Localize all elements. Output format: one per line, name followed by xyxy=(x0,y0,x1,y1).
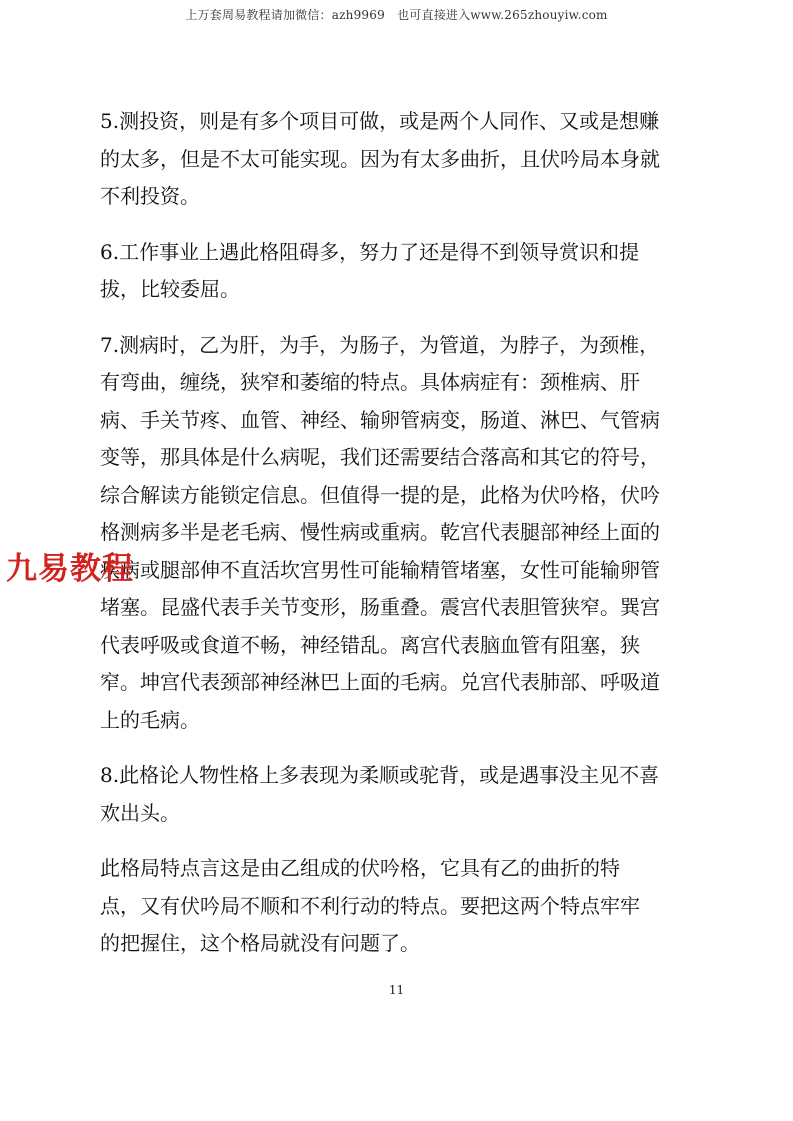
paragraph-personality xyxy=(100,757,720,832)
document-body xyxy=(100,103,720,981)
paragraph-investment xyxy=(100,103,720,216)
text-line: 窄。坤宫代表颈部神经淋巴上面的毛病。兑宫代表肺部、呼吸道 xyxy=(100,670,660,694)
text-line: 有弯曲，缠绕，狭窄和萎缩的特点。具体病症有：颈椎病、肝 xyxy=(100,370,640,394)
text-line: 7.测病时，乙为肝，为手，为肠子，为管道，为脖子，为颈椎， xyxy=(100,332,660,357)
text-line: 格测病多半是老毛病、慢性病或重病。乾宫代表腿部神经上面的 xyxy=(100,520,660,544)
text-line: 的太多，但是不太可能实现。因为有太多曲折，且伏吟局本身就 xyxy=(100,146,660,171)
text-line: 此格局特点言这是由乙组成的伏吟格，它具有乙的曲折的特 xyxy=(100,856,620,880)
text-line: 综合解读方能锁定信息。但值得一提的是，此格为伏吟格，伏吟 xyxy=(100,482,660,507)
text-line: 的把握住，这个格局就没有问题了。 xyxy=(100,931,420,955)
text-line: 上的毛病。 xyxy=(100,707,200,732)
text-line: 6.工作事业上遇此格阻碍多，努力了还是得不到领导赏识和提 xyxy=(100,239,640,264)
text-line: 代表呼吸或食道不畅，神经错乱。离宫代表脑血管有阻塞，狭 xyxy=(100,632,640,657)
text-line: 疾病或腿部伸不直活坎宫男性可能输精管堵塞，女性可能输卵管 xyxy=(100,557,660,582)
paragraph-illness xyxy=(100,327,720,740)
text-line: 欢出头。 xyxy=(100,800,180,825)
text-line: 变等，那具体是什么病呢，我们还需要结合落高和其它的符号， xyxy=(100,445,660,469)
paragraph-career xyxy=(100,234,720,309)
text-line: 堵塞。昆盛代表手关节变形，肠重叠。震宫代表胆管狭窄。巽宫 xyxy=(100,595,660,619)
text-line: 点，又有伏吟局不顺和不利行动的特点。要把这两个特点牢牢 xyxy=(100,893,640,918)
watermark-logo: 九易教程 xyxy=(6,551,134,587)
page-number: 11 xyxy=(388,983,405,997)
page-header: 上万套周易教程请加微信：azh9969 也可直接进入www.265zhouyiw.com xyxy=(185,8,608,22)
text-line: 不利投资。 xyxy=(100,184,200,208)
paragraph-summary xyxy=(100,850,720,963)
text-line: 5.测投资，则是有多个项目可做，或是两个人同作、又或是想赚 xyxy=(100,109,660,133)
text-line: 8.此格论人物性格上多表现为柔顺或驼背，或是遇事没主见不喜 xyxy=(100,763,660,787)
text-line: 拔，比较委屈。 xyxy=(100,277,240,301)
text-line: 病、手关节疼、血管、神经、输卵管病变，肠道、淋巴、气管病 xyxy=(100,407,660,432)
